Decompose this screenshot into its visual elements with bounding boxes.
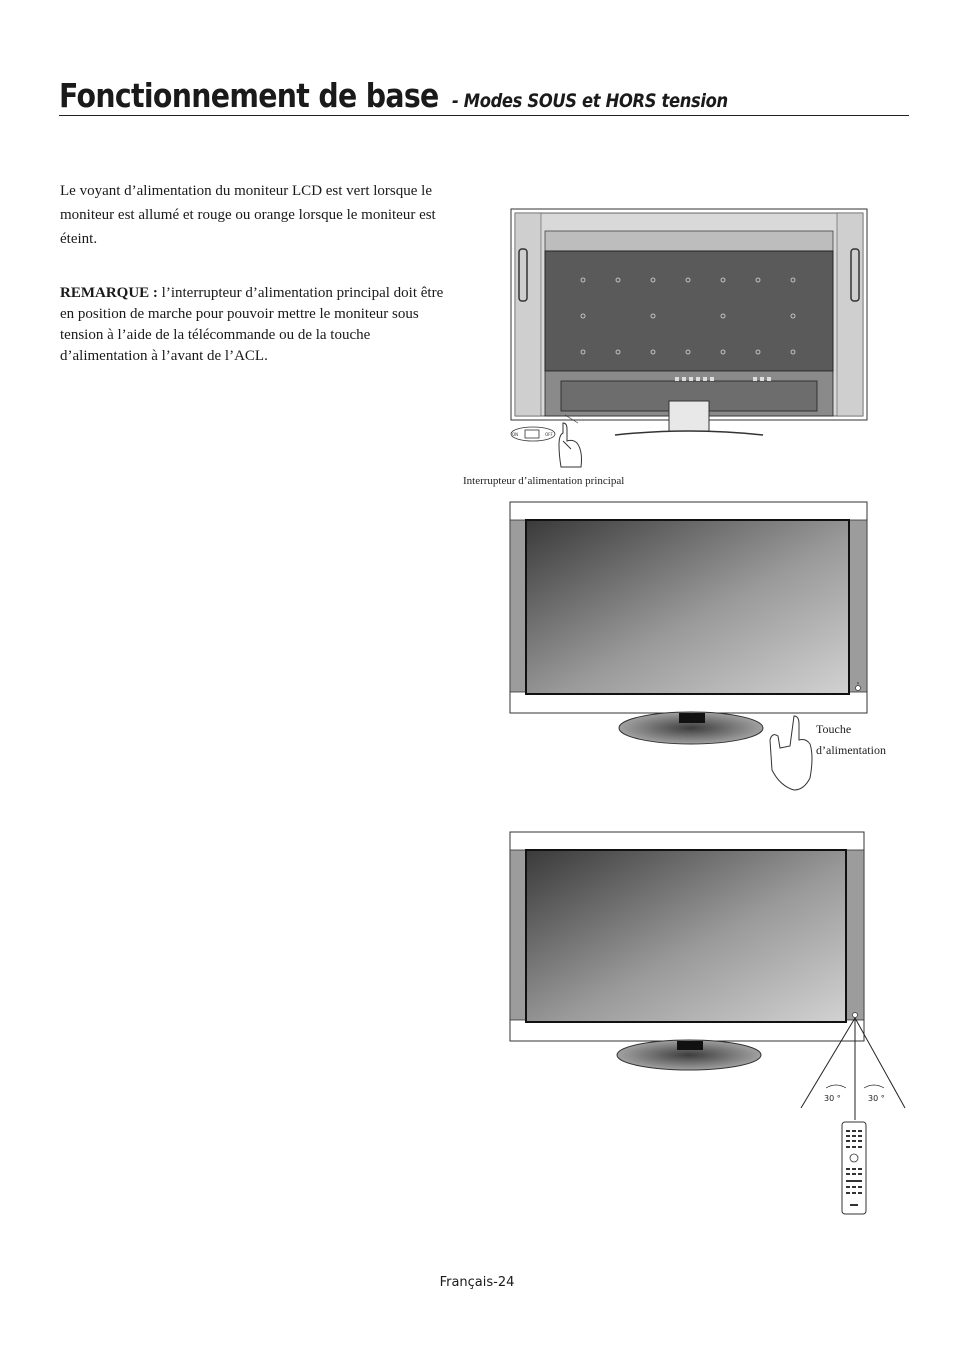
intro-paragraph: Le voyant d’alimentation du moniteur LCD est vert lorsque le moniteur est allumé et rouge ou orange lorsque le moniteur est éteint.	[60, 183, 436, 247]
power-button-icon	[856, 686, 861, 691]
page-subtitle: - Modes SOUS et HORS tension	[452, 90, 729, 112]
note-paragraph	[60, 283, 460, 367]
hand-icon	[559, 423, 582, 467]
front-caption-line1: Touche	[816, 722, 852, 736]
front-caption-line2: d’alimentation	[816, 743, 886, 757]
hand-icon	[770, 716, 812, 790]
angle-right-label: 30 °	[868, 1094, 885, 1103]
rear-view-illustration	[505, 205, 875, 470]
page-title: Fonctionnement de base	[59, 76, 439, 115]
rear-view-caption: Interrupteur d’alimentation principal	[463, 475, 625, 487]
switch-off-label: OFF	[545, 432, 553, 437]
note-text: l’interrupteur d’alimentation principal doit être en position de marche pour pouvoir mettre le moniteur sous tension à l’aide de la télécommande ou de la touche d’alimentation à l’avant de l’ACL.	[60, 285, 444, 364]
page-header	[59, 76, 909, 116]
remote-control-icon	[842, 1122, 866, 1214]
remote-angle-illustration	[508, 830, 908, 1220]
angle-left-label: 30 °	[824, 1094, 841, 1103]
remote-sensor-icon	[853, 1013, 858, 1018]
switch-on-label: ON	[512, 432, 519, 437]
note-label: REMARQUE :	[60, 285, 158, 301]
front-view-caption	[816, 719, 886, 761]
page-number: Français-24	[439, 1275, 515, 1290]
